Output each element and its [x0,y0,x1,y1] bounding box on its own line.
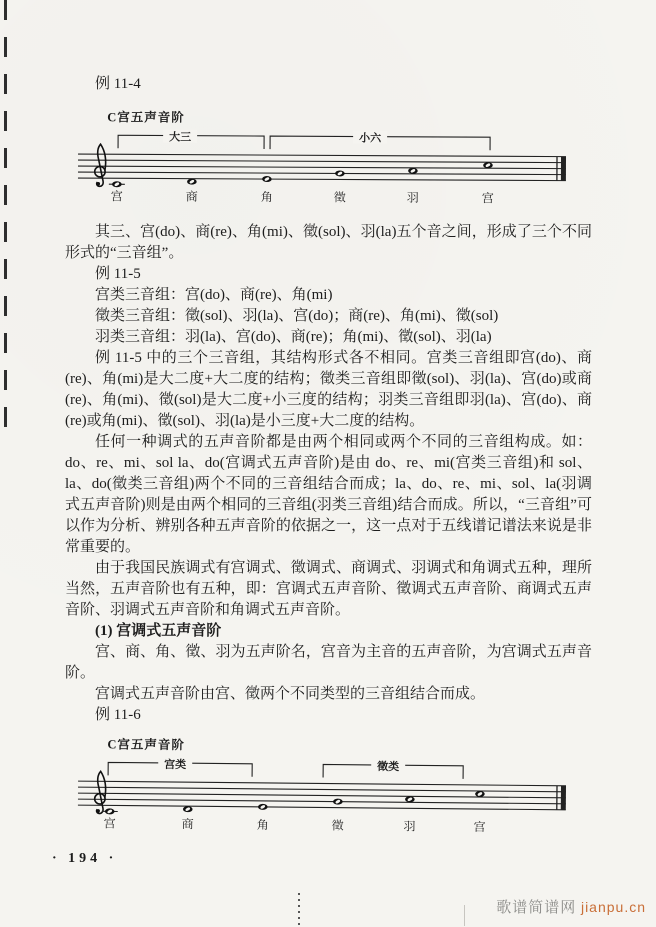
zhi-group-line: 徵类三音组：徵(sol)、羽(la)、宫(do)；商(re)、角(mi)、徵(sol) [95,308,499,324]
watermark [496,896,646,917]
page-number: · 194 · [52,851,118,866]
note-label-2: 商 [181,817,194,832]
bracket2-label: 徵类 [377,760,400,774]
whole-note-gong-high [483,162,493,168]
note-label-4: 徵 [333,190,346,205]
staff-lines [78,781,566,810]
staff-notation-figure1 [78,128,578,209]
bracket1-label: 宫类 [164,758,187,772]
scan-artifact-line [464,905,465,926]
note-label-6: 宫 [473,819,486,835]
interval-bracket-minor-sixth [270,130,490,150]
note-name-labels [111,188,494,205]
whole-note-gong [105,808,115,814]
figure2-caption: C宫五声音阶 [107,737,185,753]
note-label-3: 角 [260,190,273,205]
whole-note-jue [262,176,272,182]
whole-note-zhi [335,170,345,176]
example-11-5-label: 例 11-5 [95,266,141,282]
bracket1-label: 大三 [169,131,192,144]
whole-note-jue [258,804,268,810]
treble-clef-icon [95,144,106,186]
paragraph-scale-composition: 任何一种调式的五声音阶都是由两个相同或两个不同的三音组构成。如：do、re、mi、sol la、do(宫调式五声音阶)是由 do、re、mi(宫类三音组)和 sol、la、do(徵类三音组)两个不同的三音组结合而成；la、do、re、mi、sol、la(羽调式五声音阶)则是由两个相同的三音组(羽类三音组)结合而成。所以，“三音组”可以作为分析、辨别各种五声音阶的依据之一，这一点对于五线谱记谱法来说是非常重要的。 [65,434,592,555]
whole-note-zhi [333,799,343,805]
yu-group-line: 羽类三音组：羽(la)、宫(do)、商(re)；角(mi)、徵(sol)、羽(la) [95,329,492,345]
note-label-6: 宫 [481,191,494,206]
note-label-4: 徵 [331,818,344,833]
paragraph-structures: 例 11-5 中的三个三音组，其结构形式各不相同。宫类三音组即宫(do)、商(re)、角(mi)是大二度+大二度的结构；徵类三音组即徵(sol)、羽(la)、宫(do)或商(re)、角(mi)、徵(sol)是大二度+小三度的结构；羽类三音组即羽(la)、宫(do)、商(re)或角(mi)、徵(sol)、羽(la)是小三度+大二度的结构。 [65,350,592,429]
note-label-1: 宫 [110,189,123,204]
bracket2-label: 小六 [359,132,382,145]
note-label-5: 羽 [403,819,416,834]
paragraph-gong-mode-def: 宫、商、角、徵、羽为五声阶名，宫音为主音的五声音阶，为宫调式五声音阶。 [65,644,592,681]
whole-note-gong-high [475,791,485,797]
whole-note-gong [112,181,122,187]
note-name-labels [104,815,486,834]
note-label-5: 羽 [406,190,419,205]
watermark-site-name: 歌谱简谱网 [496,900,581,916]
whole-note-yu [405,796,415,802]
section-heading-gong-mode: (1) 宫调式五声音阶 [95,623,222,639]
paragraph-san-yin-zu: 其三、宫(do)、商(re)、角(mi)、徵(sol)、羽(la)五个音之间，形成了三个不同形式的“三音组”。 [65,224,592,261]
figure-example-11-6 [65,736,593,838]
example-11-6-label: 例 11-6 [95,707,141,723]
note-label-3: 角 [256,817,269,832]
whole-note-yu [408,168,418,174]
note-label-2: 商 [185,189,198,204]
gong-group-line: 宫类三音组：宫(do)、商(re)、角(mi) [95,287,333,303]
example-11-4-label: 例 11-4 [95,76,141,92]
treble-clef-icon [95,771,106,813]
interval-bracket-major-third [118,129,264,149]
paragraph-five-modes: 由于我国民族调式有宫调式、徵调式、商调式、羽调式和角调式五种，理所当然，五声音阶也有五种，即：宫调式五声音阶、徵调式五声音阶、商调式五声音阶、羽调式五声音阶和角调式五声音阶。 [65,560,592,618]
group-bracket-zhi-class [323,758,463,778]
note-label-1: 宫 [103,816,116,831]
staff-notation-figure2 [78,755,579,838]
paragraph-gong-mode-groups: 宫调式五声音阶由宫、徵两个不同类型的三音组结合而成。 [95,686,486,702]
watermark-site-url: jianpu.cn [580,899,646,915]
whole-notes [109,160,493,189]
figure1-caption: C宫五声音阶 [107,110,185,125]
whole-note-shang [187,179,197,185]
figure-example-11-4 [65,109,593,209]
whole-note-shang [183,806,193,812]
group-bracket-gong-class [108,756,252,776]
staff-lines [78,154,566,181]
scan-artifact-dots [298,893,300,925]
